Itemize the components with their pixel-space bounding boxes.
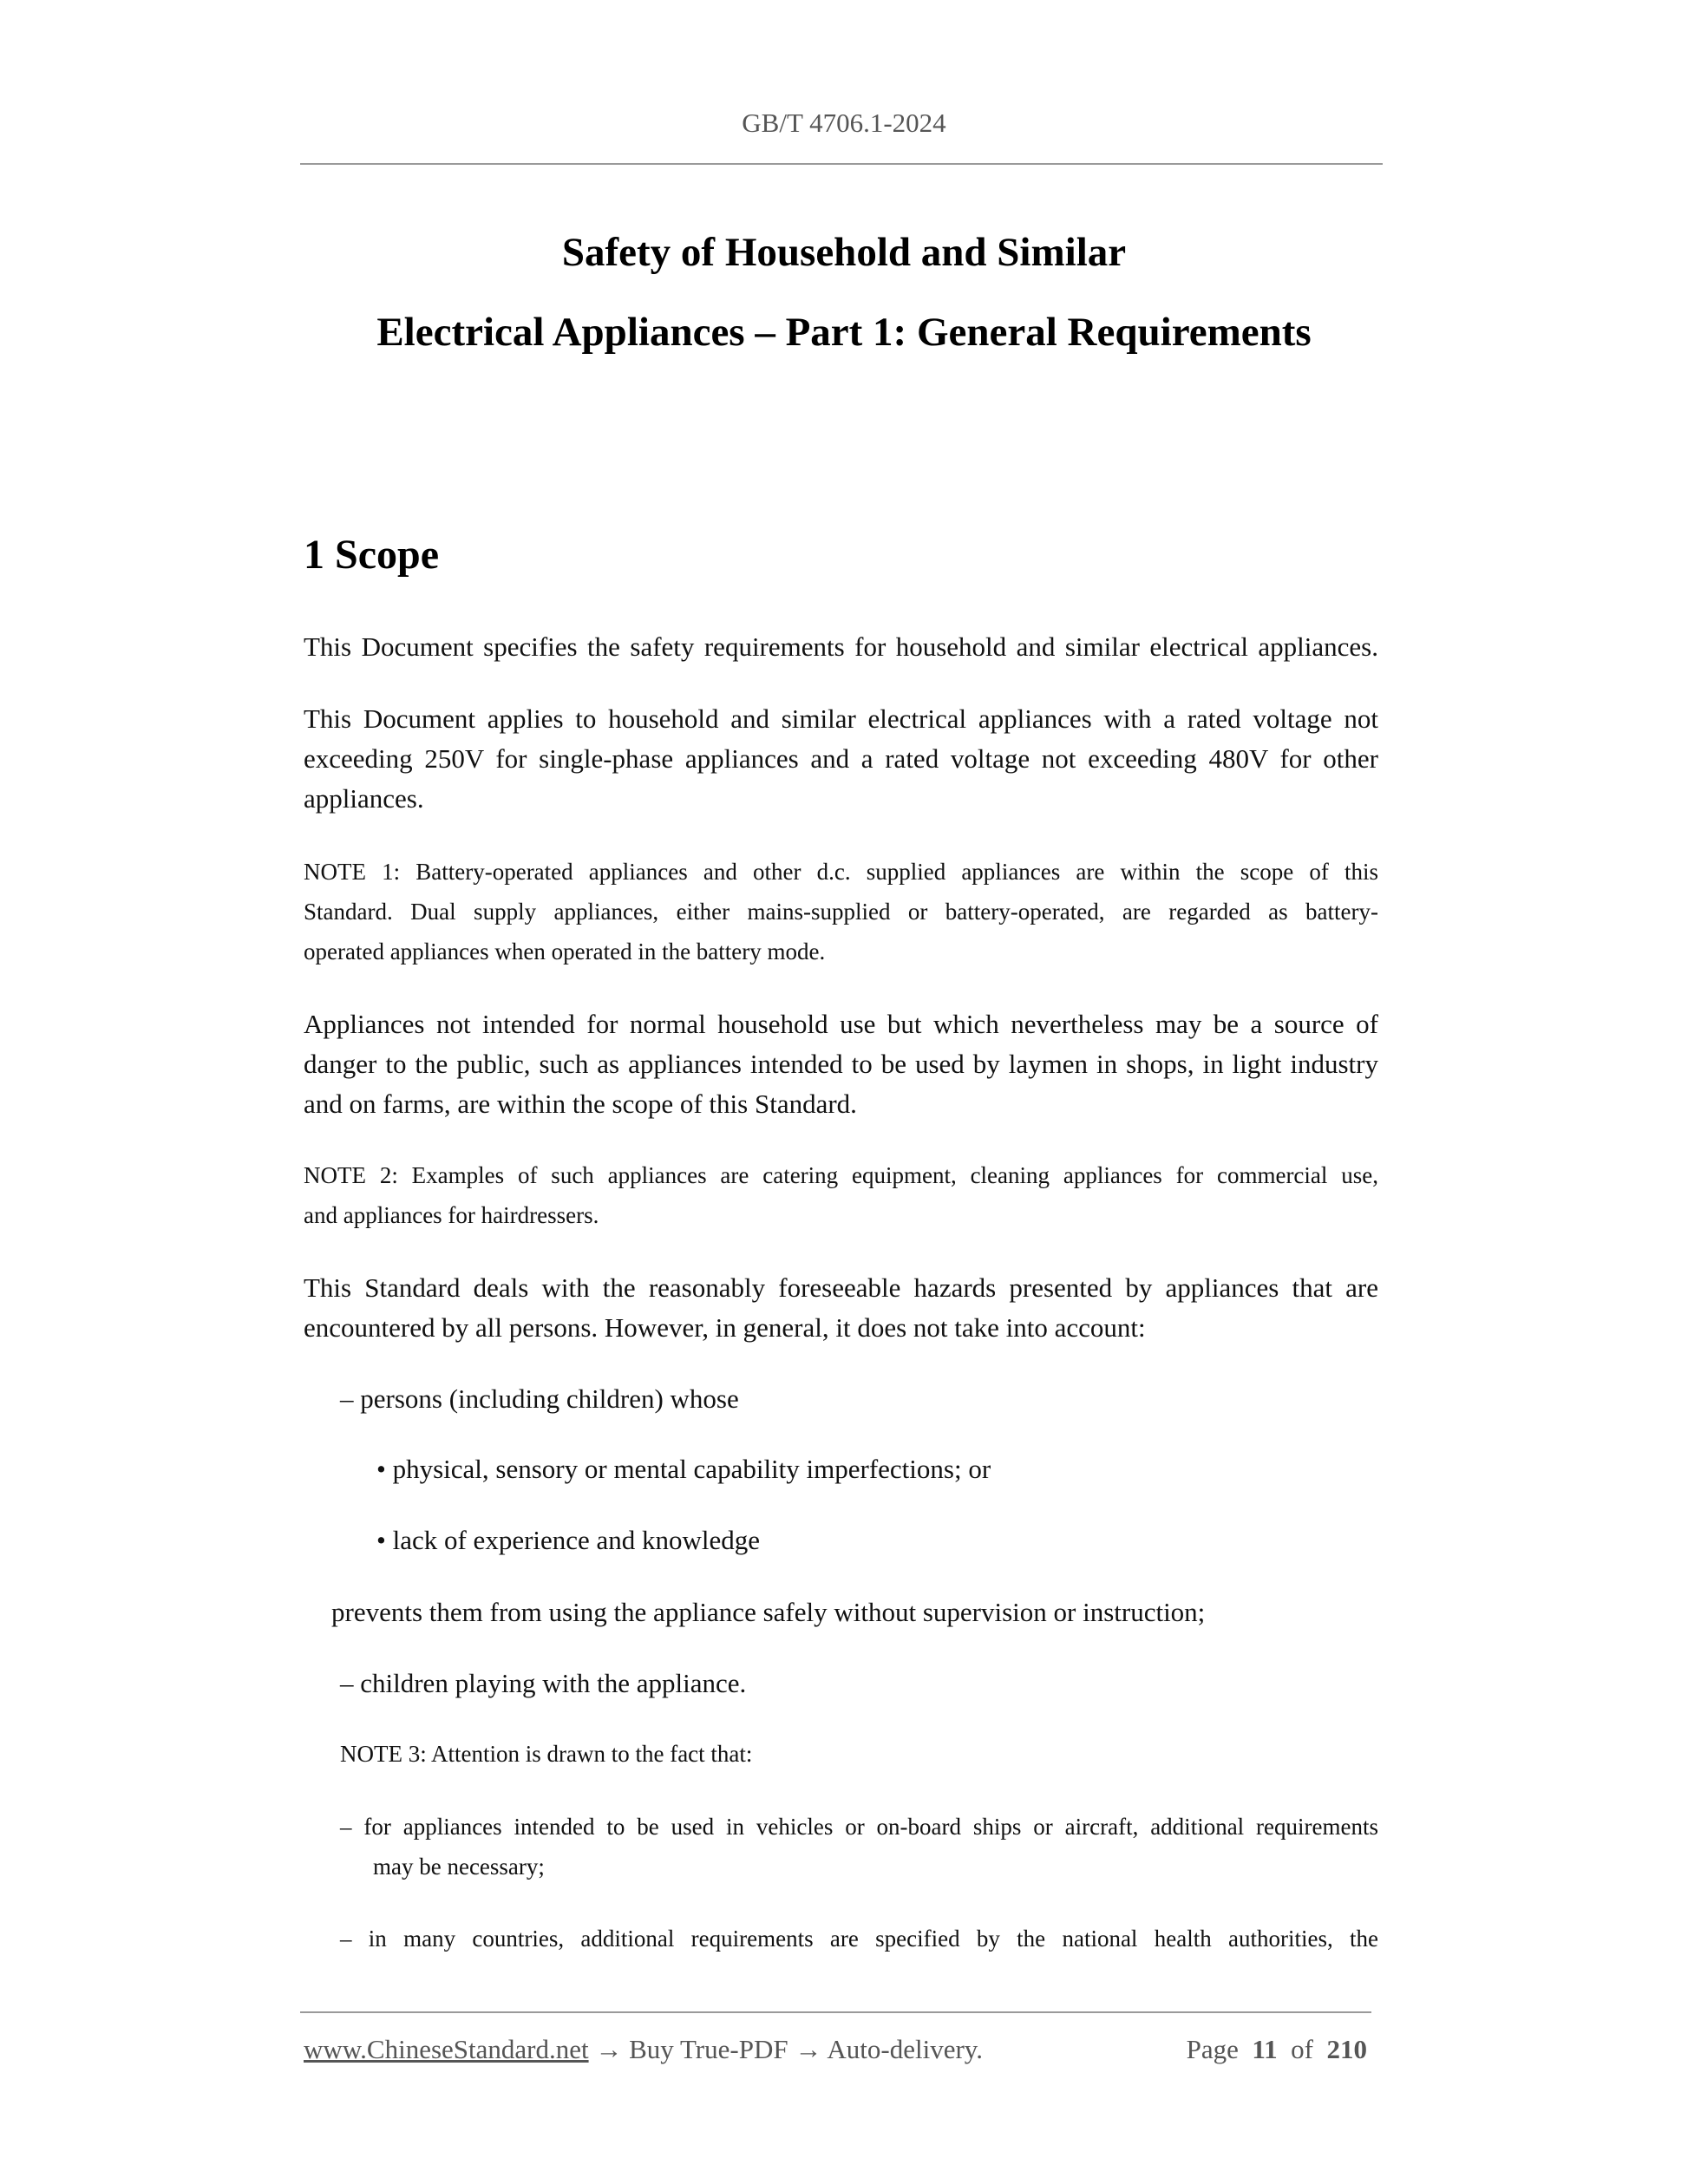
paragraph-3 bbox=[304, 1004, 1378, 1124]
bullet-item-capability bbox=[376, 1449, 991, 1489]
text-line: This Document specifies the safety requirements for household and similar electrical appliances. bbox=[304, 631, 1378, 662]
auto-delivery-text: Auto-delivery. bbox=[827, 2034, 984, 2064]
text-line: – persons (including children) whose bbox=[340, 1383, 739, 1414]
text-line: – for appliances intended to be used in vehicles or on-board ships or aircraft, additional requirements bbox=[340, 1814, 1378, 1840]
text-line: NOTE 3: Attention is drawn to the fact that: bbox=[340, 1741, 753, 1767]
bullet-item-experience bbox=[376, 1520, 760, 1560]
header-divider bbox=[300, 163, 1383, 165]
page-label: Page bbox=[1186, 2034, 1239, 2064]
text-line: Standard. Dual supply appliances, either mains-supplied or battery-operated, are regarded as battery- bbox=[304, 899, 1378, 925]
of-label: of bbox=[1291, 2034, 1313, 2064]
note-1 bbox=[304, 852, 1378, 971]
arrow-right-icon: → bbox=[595, 2034, 623, 2064]
text-line: This Document applies to household and similar electrical appliances with a rated voltage not bbox=[304, 703, 1378, 734]
text-line: exceeding 250V for single-phase appliances and a rated voltage not exceeding 480V for other bbox=[304, 743, 1378, 774]
list-item-persons bbox=[340, 1379, 739, 1419]
prevents-text bbox=[331, 1592, 1205, 1632]
text-line: encountered by all persons. However, in general, it does not take into account: bbox=[304, 1312, 1146, 1343]
note-3 bbox=[340, 1734, 752, 1774]
page-total: 210 bbox=[1326, 2034, 1367, 2064]
footer-divider bbox=[300, 2011, 1371, 2013]
paragraph-1 bbox=[304, 627, 1378, 667]
arrow-right-icon: → bbox=[795, 2034, 822, 2064]
note-3-item-countries bbox=[340, 1919, 1378, 1958]
text-line: and appliances for hairdressers. bbox=[304, 1202, 599, 1228]
document-code-header: GB/T 4706.1-2024 bbox=[742, 108, 946, 138]
page-current: 11 bbox=[1252, 2034, 1278, 2064]
text-line: may be necessary; bbox=[373, 1854, 545, 1880]
text-line: • lack of experience and knowledge bbox=[376, 1525, 761, 1555]
text-line: and on farms, are within the scope of this Standard. bbox=[304, 1089, 857, 1119]
document-title-line-1: Safety of Household and Similar bbox=[561, 230, 1127, 275]
paragraph-2 bbox=[304, 699, 1378, 819]
text-line: This Standard deals with the reasonably foreseeable hazards presented by appliances that are bbox=[304, 1272, 1378, 1303]
section-heading-scope: 1 Scope bbox=[304, 532, 439, 578]
footer-promo bbox=[304, 2034, 983, 2065]
text-line: • physical, sensory or mental capability imperfections; or bbox=[376, 1454, 991, 1484]
list-item-children bbox=[340, 1664, 746, 1703]
page-number bbox=[1187, 2034, 1367, 2065]
text-line: – children playing with the appliance. bbox=[340, 1668, 747, 1698]
text-line: operated appliances when operated in the battery mode. bbox=[304, 938, 826, 964]
buy-true-pdf-text: Buy True-PDF bbox=[629, 2034, 788, 2064]
text-line: NOTE 2: Examples of such appliances are catering equipment, cleaning appliances for commercial use, bbox=[304, 1162, 1378, 1188]
text-line: Appliances not intended for normal household use but which nevertheless may be a source of bbox=[304, 1009, 1378, 1039]
text-line: danger to the public, such as appliances intended to be used by laymen in shops, in light industry bbox=[304, 1049, 1378, 1079]
website-link[interactable]: www.ChineseStandard.net bbox=[304, 2034, 589, 2064]
text-line: NOTE 1: Battery-operated appliances and other d.c. supplied appliances are within the scope of this bbox=[304, 859, 1378, 885]
paragraph-4 bbox=[304, 1268, 1378, 1348]
note-2 bbox=[304, 1155, 1378, 1235]
text-line: prevents them from using the appliance safely without supervision or instruction; bbox=[331, 1597, 1206, 1627]
text-line: – in many countries, additional requirements are specified by the national health authorities, the bbox=[340, 1926, 1378, 1952]
note-3-item-vehicles bbox=[340, 1807, 1378, 1886]
document-title-line-2: Electrical Appliances – Part 1: General Requirements bbox=[376, 310, 1312, 355]
text-line: appliances. bbox=[304, 783, 424, 814]
